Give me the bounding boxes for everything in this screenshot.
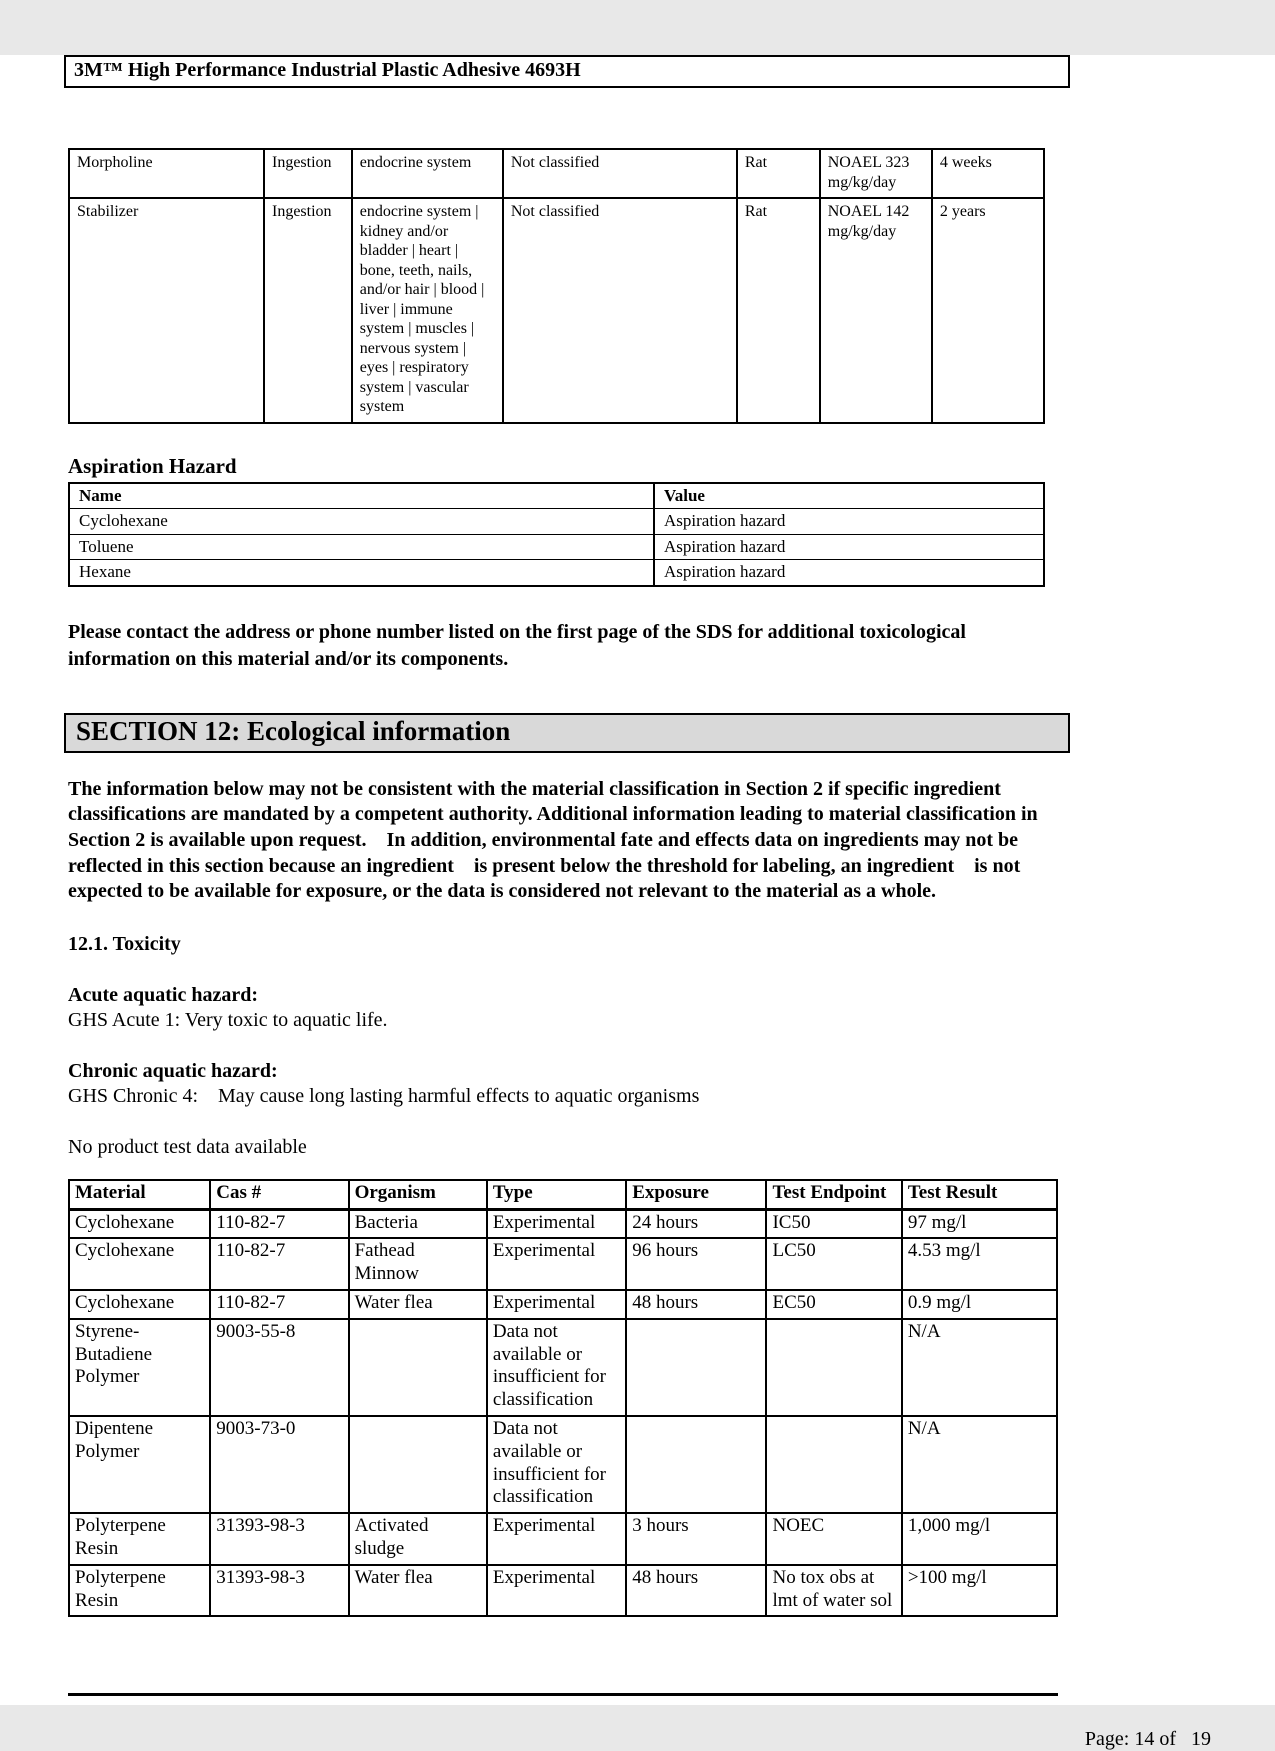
table-row — [69, 534, 1044, 560]
table-cell: 48 hours — [626, 1565, 766, 1617]
table-cell — [349, 1319, 487, 1416]
footer-divider — [68, 1693, 1058, 1696]
table-cell: 110-82-7 — [210, 1238, 348, 1290]
table-cell: Experimental — [487, 1209, 626, 1238]
table-cell: Fathead Minnow — [349, 1238, 487, 1290]
table-cell: Toluene — [69, 534, 654, 560]
table-cell: Cyclohexane — [69, 1290, 210, 1319]
table-cell: 110-82-7 — [210, 1290, 348, 1319]
column-header: Material — [69, 1180, 210, 1209]
table-cell: Experimental — [487, 1290, 626, 1319]
column-header: Exposure — [626, 1180, 766, 1209]
table-header-row — [69, 1180, 1057, 1209]
table-cell: Bacteria — [349, 1209, 487, 1238]
table-cell: Cyclohexane — [69, 509, 654, 535]
table-cell: NOAEL 323 mg/kg/day — [820, 149, 932, 198]
section-12-header — [64, 713, 1070, 753]
table-cell: NOEC — [766, 1513, 901, 1565]
table-row — [69, 1238, 1057, 1290]
table-cell: 31393-98-3 — [210, 1513, 348, 1565]
toxicological-data-table — [68, 148, 1045, 424]
table-header-row — [69, 483, 1044, 509]
product-title: 3M™ High Performance Industrial Plastic Adhesive 4693H — [74, 59, 581, 81]
table-cell: Styrene-Butadiene Polymer — [69, 1319, 210, 1416]
table-cell: Experimental — [487, 1565, 626, 1617]
table-cell — [626, 1416, 766, 1513]
table-cell: Aspiration hazard — [654, 534, 1044, 560]
table-cell: Rat — [737, 198, 820, 423]
table-cell: 24 hours — [626, 1209, 766, 1238]
toxicity-subsection-heading: 12.1. Toxicity — [68, 932, 181, 955]
table-cell: EC50 — [766, 1290, 901, 1319]
table-cell: No tox obs at lmt of water sol — [766, 1565, 901, 1617]
table-cell: IC50 — [766, 1209, 901, 1238]
no-product-test-data-text: No product test data available — [68, 1135, 307, 1158]
table-cell: Ingestion — [264, 198, 352, 423]
table-cell: 9003-73-0 — [210, 1416, 348, 1513]
table-cell: N/A — [902, 1319, 1057, 1416]
table-cell: 97 mg/l — [902, 1209, 1057, 1238]
column-header: Test Result — [902, 1180, 1057, 1209]
table-row — [69, 1565, 1057, 1617]
table-row — [69, 198, 1044, 423]
table-cell: Water flea — [349, 1565, 487, 1617]
contact-note: Please contact the address or phone number listed on the first page of the SDS for additional toxicological information on this material and/or its components. — [68, 620, 966, 670]
table-cell: 9003-55-8 — [210, 1319, 348, 1416]
document-header — [64, 55, 1070, 88]
column-header: Type — [487, 1180, 626, 1209]
table-cell: Experimental — [487, 1513, 626, 1565]
table-cell: 48 hours — [626, 1290, 766, 1319]
table-row — [69, 560, 1044, 586]
table-cell: 0.9 mg/l — [902, 1290, 1057, 1319]
table-cell: Aspiration hazard — [654, 509, 1044, 535]
table-cell: Data not available or insufficient for classification — [487, 1416, 626, 1513]
table-cell: Not classified — [503, 198, 737, 423]
table-cell: Rat — [737, 149, 820, 198]
table-cell: Water flea — [349, 1290, 487, 1319]
table-cell: Data not available or insufficient for classification — [487, 1319, 626, 1416]
table-cell: Aspiration hazard — [654, 560, 1044, 586]
section-12-intro: The information below may not be consistent with the material classification in Section 2 if specific ingredient classifications are mandated by a competent authority. Additional information leading to material classification in Section 2 is available upon request. In addition, environmental fate and effects data on ingredients may not be reflected in this section because an ingredient is present below the threshold for labeling, an ingredient is not expected to be available for exposure, or the data is considered not relevant to the material as a whole. — [68, 777, 1043, 903]
aspiration-hazard-table — [68, 482, 1045, 587]
table-cell: Hexane — [69, 560, 654, 586]
table-cell: Ingestion — [264, 149, 352, 198]
column-header: Cas # — [210, 1180, 348, 1209]
page-number: Page: 14 of 19 — [1084, 1728, 1211, 1751]
sds-document-page — [0, 55, 1275, 1751]
chronic-aquatic-hazard-text: GHS Chronic 4: May cause long lasting harmful effects to aquatic organisms — [68, 1084, 700, 1107]
table-cell: Cyclohexane — [69, 1238, 210, 1290]
table-cell — [349, 1416, 487, 1513]
ecotoxicity-table — [68, 1179, 1058, 1618]
table-row — [69, 1416, 1057, 1513]
table-cell: Polyterpene Resin — [69, 1565, 210, 1617]
table-cell: >100 mg/l — [902, 1565, 1057, 1617]
table-cell: 110-82-7 — [210, 1209, 348, 1238]
table-row — [69, 509, 1044, 535]
table-cell: 96 hours — [626, 1238, 766, 1290]
table-cell: N/A — [902, 1416, 1057, 1513]
table-cell: Polyterpene Resin — [69, 1513, 210, 1565]
table-cell: endocrine system | kidney and/or bladder | heart | bone, teeth, nails, and/or hair | blood | liver | immune system | muscles | nervous system | eyes | respiratory system | vascular system — [352, 198, 503, 423]
table-cell: 4 weeks — [932, 149, 1044, 198]
column-header: Name — [69, 483, 654, 509]
table-cell: 31393-98-3 — [210, 1565, 348, 1617]
table-row — [69, 149, 1044, 198]
table-cell: endocrine system — [352, 149, 503, 198]
table-cell: 1,000 mg/l — [902, 1513, 1057, 1565]
table-cell: Experimental — [487, 1238, 626, 1290]
table-cell: Activated sludge — [349, 1513, 487, 1565]
table-cell: Not classified — [503, 149, 737, 198]
table-row — [69, 1319, 1057, 1416]
table-cell: 2 years — [932, 198, 1044, 423]
column-header: Organism — [349, 1180, 487, 1209]
aspiration-hazard-heading: Aspiration Hazard — [68, 453, 237, 478]
table-row — [69, 1209, 1057, 1238]
table-cell — [626, 1319, 766, 1416]
table-cell — [766, 1319, 901, 1416]
column-header: Test Endpoint — [766, 1180, 901, 1209]
column-header: Value — [654, 483, 1044, 509]
table-cell: 3 hours — [626, 1513, 766, 1565]
table-cell: LC50 — [766, 1238, 901, 1290]
table-cell: Morpholine — [69, 149, 264, 198]
acute-aquatic-hazard-text: GHS Acute 1: Very toxic to aquatic life. — [68, 1008, 388, 1031]
section-12-title: SECTION 12: Ecological information — [76, 715, 511, 746]
table-cell: 4.53 mg/l — [902, 1238, 1057, 1290]
table-cell: Dipentene Polymer — [69, 1416, 210, 1513]
chronic-aquatic-hazard-heading: Chronic aquatic hazard: — [68, 1059, 278, 1082]
acute-aquatic-hazard-heading: Acute aquatic hazard: — [68, 983, 258, 1006]
table-cell: Stabilizer — [69, 198, 264, 423]
table-row — [69, 1290, 1057, 1319]
table-cell: Cyclohexane — [69, 1209, 210, 1238]
table-cell — [766, 1416, 901, 1513]
table-row — [69, 1513, 1057, 1565]
table-cell: NOAEL 142 mg/kg/day — [820, 198, 932, 423]
